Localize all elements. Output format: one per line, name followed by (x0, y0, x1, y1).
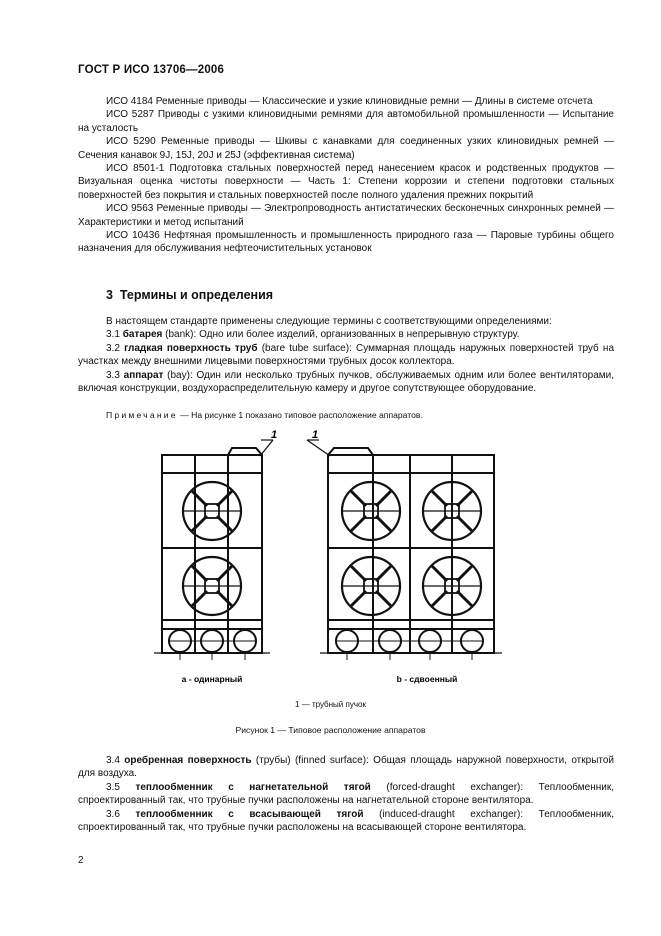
term-number: 3.6 (106, 808, 120, 820)
label-single: а - одинарный (181, 674, 243, 684)
fan-icon (182, 557, 242, 615)
note-text: — На рисунке 1 показано типовое расположение аппаратов. (177, 410, 423, 420)
callout-1-left: 1 (271, 429, 278, 441)
definitions-part-2 (78, 754, 614, 834)
note-label: Примечание (106, 410, 178, 420)
reference-iso-5287: ИСО 5287 Приводы с узкими клиновидными ремнями для автомобильной промышленности — Испытание на усталость (78, 109, 614, 134)
document-header: ГОСТ Р ИСО 13706—2006 (78, 64, 225, 76)
label-double: b - сдвоенный (396, 674, 458, 684)
figure-bay-layouts (150, 428, 530, 698)
term-number: 3.3 (106, 369, 120, 381)
tube-bundle-marker (328, 448, 373, 455)
term-3-5 (78, 781, 614, 808)
double-bay (320, 448, 502, 660)
term-definition: (трубы) (finned surface): Общая площадь наружной поверхности, открытой для воздуха. (78, 755, 614, 780)
figure-legend: 1 — трубный пучок (295, 700, 366, 709)
figure-caption: Рисунок 1 — Типовое расположение аппаратов (235, 725, 426, 735)
section-title (106, 288, 273, 302)
term-3-3 (78, 369, 614, 396)
reference-iso-10436: ИСО 10436 Нефтяная промышленность и промышленность природного газа — Паровые турбины общего назначения для обслуживания нефтеочистительных установок (78, 230, 614, 255)
term-number: 3.5 (106, 781, 120, 793)
section-name: Термины и определения (119, 288, 274, 302)
callout-1-right: 1 (312, 429, 319, 441)
term-name: аппарат (123, 369, 164, 381)
term-number: 3.1 (106, 329, 120, 341)
term-name: теплообменник с всасывающей тягой (135, 808, 364, 820)
tube-bundle-marker (228, 448, 262, 455)
term-name: оребренная поверхность (124, 755, 252, 766)
term-definition: (induced-draught exchanger): Теплообменник, спроектированный так, что трубные пучки расположены на всасывающей стороне вентилятора. (78, 808, 614, 834)
term-3-6 (78, 808, 614, 835)
page-number: 2 (78, 855, 84, 866)
term-definition: (bay): Один или несколько трубных пучков, обслуживаемых одним или более вентиляторами, включая конструкции, воздухораспределительную камеру и другое сопутствующее оборудование. (78, 369, 614, 395)
term-number: 3.4 (106, 755, 120, 766)
fan-icon (341, 482, 401, 540)
term-definition: (forced-draught exchanger): Теплообменник, спроектированный так, что трубные пучки расположены на нагнетательной стороне вентилятора. (78, 781, 615, 807)
reference-iso-9563: ИСО 9563 Ременные приводы — Электропроводность антистатических бесконечных синхронных ремней — Характеристики и метод испытаний (78, 203, 614, 228)
section-number: 3 (106, 288, 113, 302)
normative-references (78, 95, 614, 256)
single-bay (154, 448, 270, 660)
figure-note (106, 410, 423, 420)
definitions-part-1 (78, 315, 614, 395)
term-3-1 (78, 328, 614, 341)
reference-iso-8501-1: ИСО 8501-1 Подготовка стальных поверхностей перед нанесением красок и родственных продуктов — Визуальная оценка чистоты поверхности — Часть 1: Степени коррозии и степени подготовки стальных поверхностей без покрытия и стальных поверхностей после полного удаления прежних покрытий (78, 163, 614, 201)
reference-iso-5290: ИСО 5290 Ременные приводы — Шкивы с канавками для соединенных узких клиновидных ремней — Сечения канавок 9J, 15J, 20J и 25J (эффективная система) (78, 136, 614, 161)
intro-paragraph: В настоящем стандарте применены следующие термины с соответствующими определениями: (106, 316, 552, 327)
term-name: батарея (122, 329, 163, 341)
reference-iso-4184: ИСО 4184 Ременные приводы — Классические и узкие клиновидные ремни — Длины в системе отсчета (106, 96, 593, 107)
fan-icon (182, 482, 242, 540)
term-definition: (bank): Одно или более изделий, организованных в непрерывную структуру. (162, 329, 520, 341)
term-definition: (bare tube surface): Суммарная площадь наружных поверхностей труб на участках между внешними лицевыми поверхностями трубных досок коллектора. (78, 342, 615, 368)
term-3-2 (78, 342, 614, 369)
fan-icon (341, 557, 401, 615)
term-name: гладкая поверхность труб (124, 342, 258, 354)
term-3-4 (78, 754, 614, 781)
term-number: 3.2 (106, 342, 120, 354)
term-name: теплообменник с нагнетательной тягой (135, 781, 371, 793)
